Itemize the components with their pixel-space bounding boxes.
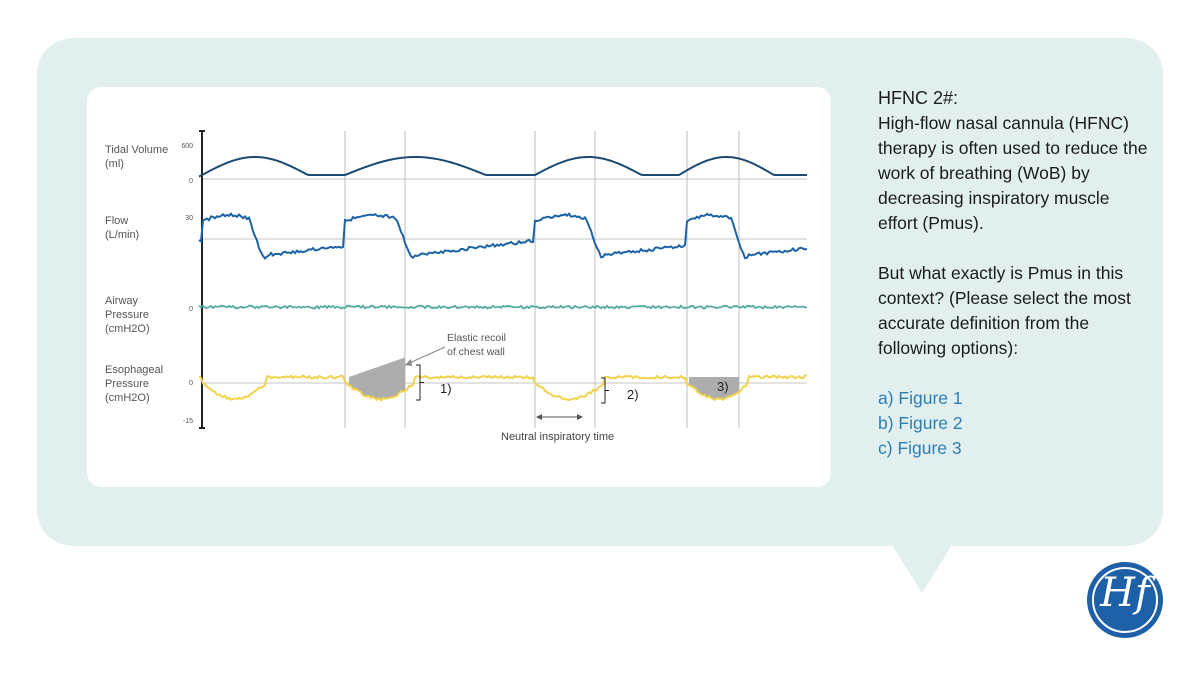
question-title: HFNC 2#: [878,88,959,108]
question-intro: High-flow nasal cannula (HFNC) therapy is often used to reduce the work of breathing (WoB) by decreasing inspiratory muscle effort (Pmus). [878,113,1148,233]
annotation-elastic-recoil: of chest wall [447,346,505,358]
channel-label: Pressure [105,309,150,321]
tick-label: 600 [181,143,193,150]
neutral-time-arrowhead-right [577,414,583,420]
channel-label: (L/min) [105,229,140,241]
option-a[interactable]: a) Figure 1 [878,388,963,408]
channel-label: (cmH2O) [105,392,150,404]
channel-label: (cmH2O) [105,323,150,335]
channel-label: Airway [105,295,139,307]
channel-label: Pressure [105,378,150,390]
shaded-area-figure-1 [349,357,405,400]
figure-label-3: 3) [717,379,729,394]
neutral-time-label: Neutral inspiratory time [501,431,615,443]
question-panel [878,86,1148,461]
bracket-figure-2 [601,378,609,403]
channel-label: (ml) [105,158,124,170]
brand-logo [1087,562,1163,638]
figure-label-1: 1) [440,381,452,396]
figure-label-2: 2) [627,387,639,402]
series-line-flow [199,214,807,259]
annotation-elastic-recoil: Elastic recoil [447,332,506,344]
neutral-time-arrowhead-left [536,414,542,420]
speech-bubble-tail [892,545,952,593]
annotation-arrowhead [405,359,412,366]
series-line-tidal-volume [199,157,807,177]
brand-logo-glyph: Hf [1100,570,1150,616]
tick-label: 0 [189,306,193,313]
channel-label: Tidal Volume [105,144,169,156]
chart-card [87,87,831,487]
tick-label: 30 [185,215,193,222]
tick-label: -15 [182,418,193,425]
option-b[interactable]: b) Figure 2 [878,413,963,433]
question-text: But what exactly is Pmus in this context? (Please select the most accurate definition from the following options): [878,263,1131,358]
tick-label: 0 [189,178,193,185]
waveform-chart [87,87,831,487]
channel-label: Esophageal [105,364,164,376]
tick-label: 0 [189,380,193,387]
option-c[interactable]: c) Figure 3 [878,438,962,458]
channel-label: Flow [105,215,129,227]
